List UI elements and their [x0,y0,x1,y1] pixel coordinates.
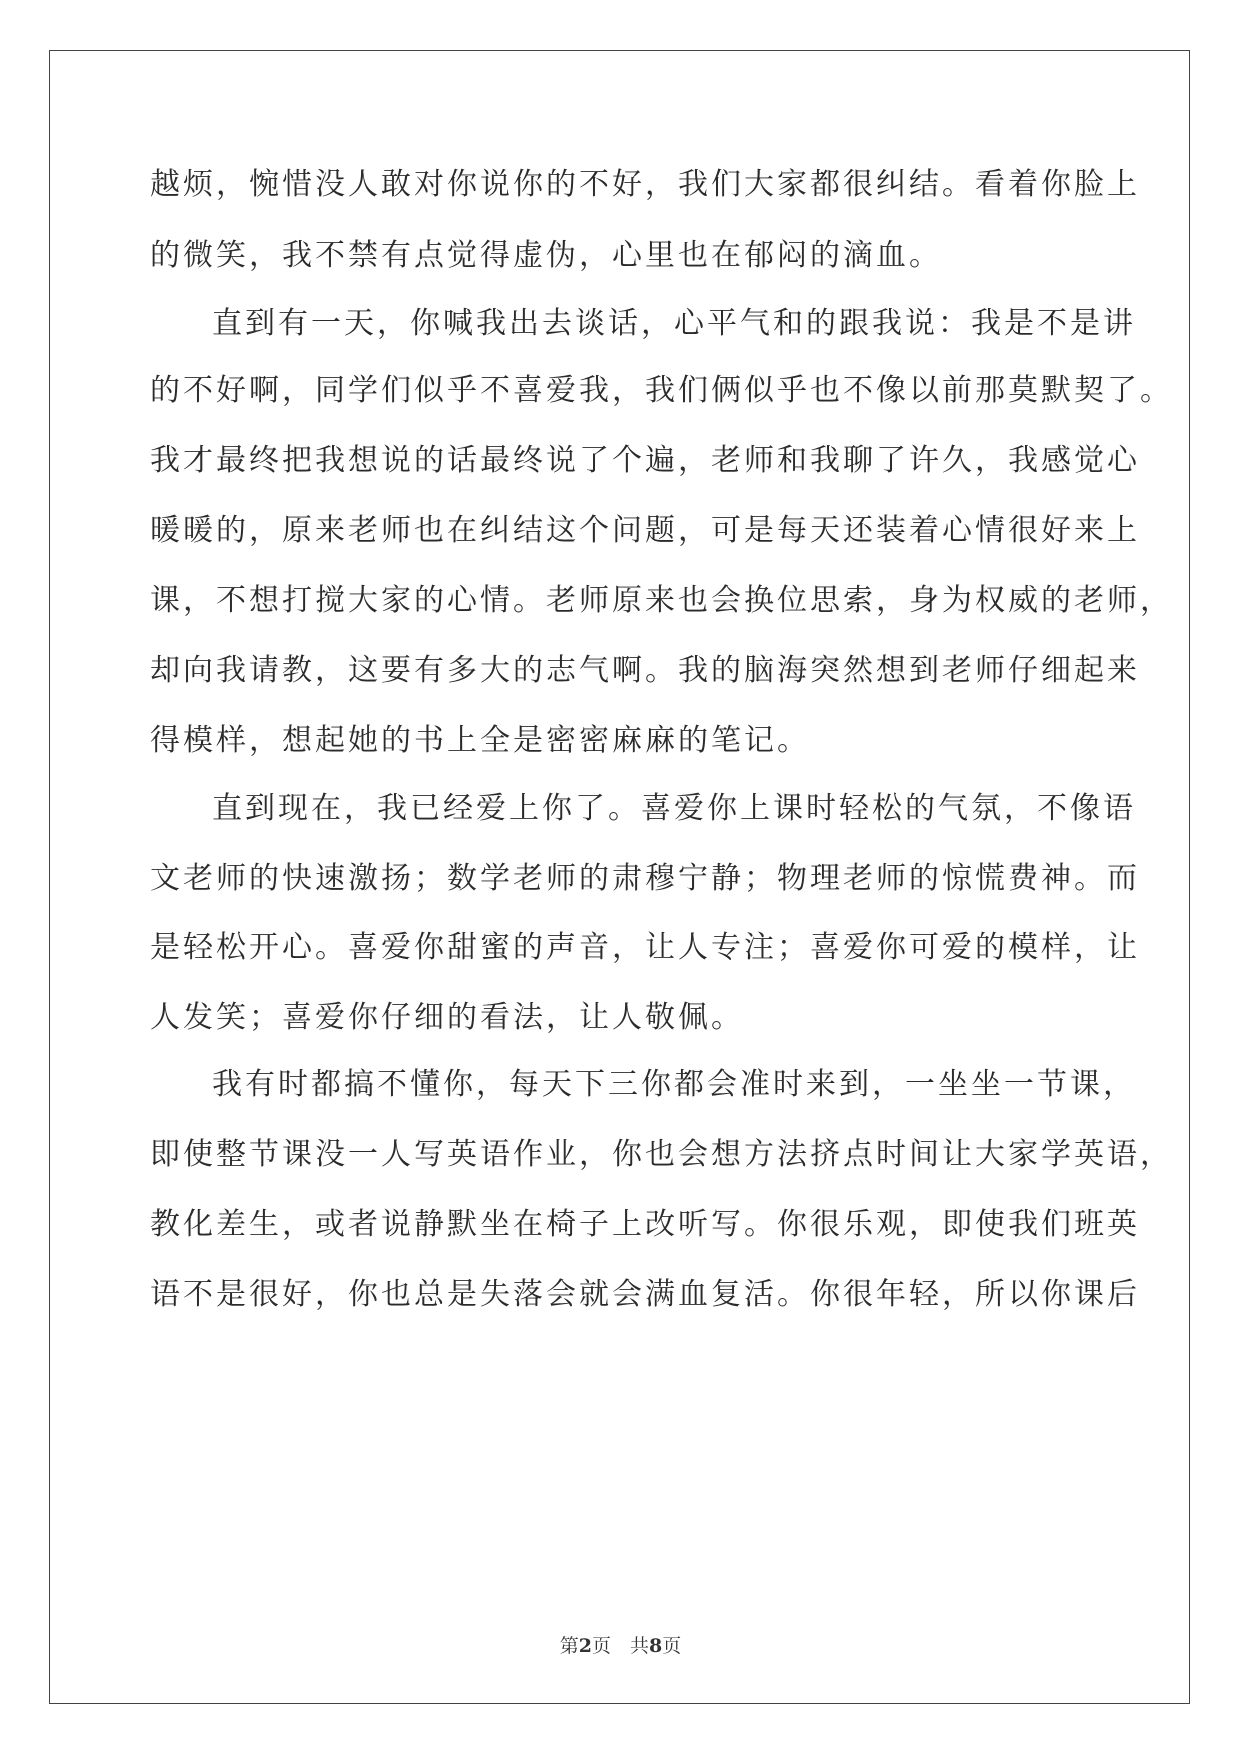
text-line: 的微笑，我不禁有点觉得虚伪，心里也在郁闷的滴血。 [150,238,942,273]
text-line: 我才最终把我想说的话最终说了个遍，老师和我聊了许久，我感觉心 [150,443,1140,478]
text-line: 暖暖的，原来老师也在纠结这个问题，可是每天还装着心情很好来上 [150,513,1140,548]
paragraph-start-line: 我有时都搞不懂你，每天下三你都会准时来到，一坐坐一节课， [212,1067,1136,1102]
footer-suffix: 页 [662,1635,682,1657]
text-line: 是轻松开心。喜爱你甜蜜的声音，让人专注；喜爱你可爱的模样，让 [150,930,1140,965]
total-pages-number: 8 [649,1635,663,1657]
current-page-number: 2 [578,1635,592,1657]
paragraph-start-line: 直到有一天，你喊我出去谈话，心平气和的跟我说：我是不是讲 [212,306,1136,341]
text-line: 越烦，惋惜没人敢对你说你的不好，我们大家都很纠结。看着你脸上 [150,167,1140,202]
text-line: 语不是很好，你也总是失落会就会满血复活。你很年轻，所以你课后 [150,1277,1140,1312]
text-line: 的不好啊，同学们似乎不喜爱我，我们俩似乎也不像以前那莫默契了。 [150,373,1173,408]
text-line: 教化差生，或者说静默坐在椅子上改听写。你很乐观，即使我们班英 [150,1207,1140,1242]
page-footer [0,1631,1241,1658]
text-line: 却向我请教，这要有多大的志气啊。我的脑海突然想到老师仔细起来 [150,653,1140,688]
text-line: 得模样，想起她的书上全是密密麻麻的笔记。 [150,723,810,758]
text-line: 即使整节课没一人写英语作业，你也会想方法挤点时间让大家学英语， [150,1137,1173,1172]
text-line: 课，不想打搅大家的心情。老师原来也会换位思索，身为权威的老师， [150,583,1173,618]
text-line: 文老师的快速激扬；数学老师的肃穆宁静；物理老师的惊慌费神。而 [150,861,1140,896]
paragraph-start-line: 直到现在，我已经爱上你了。喜爱你上课时轻松的气氛，不像语 [212,791,1136,826]
text-line: 人发笑；喜爱你仔细的看法，让人敬佩。 [150,1000,744,1035]
footer-prefix: 第 [559,1635,579,1657]
footer-middle: 页 共 [591,1635,649,1657]
